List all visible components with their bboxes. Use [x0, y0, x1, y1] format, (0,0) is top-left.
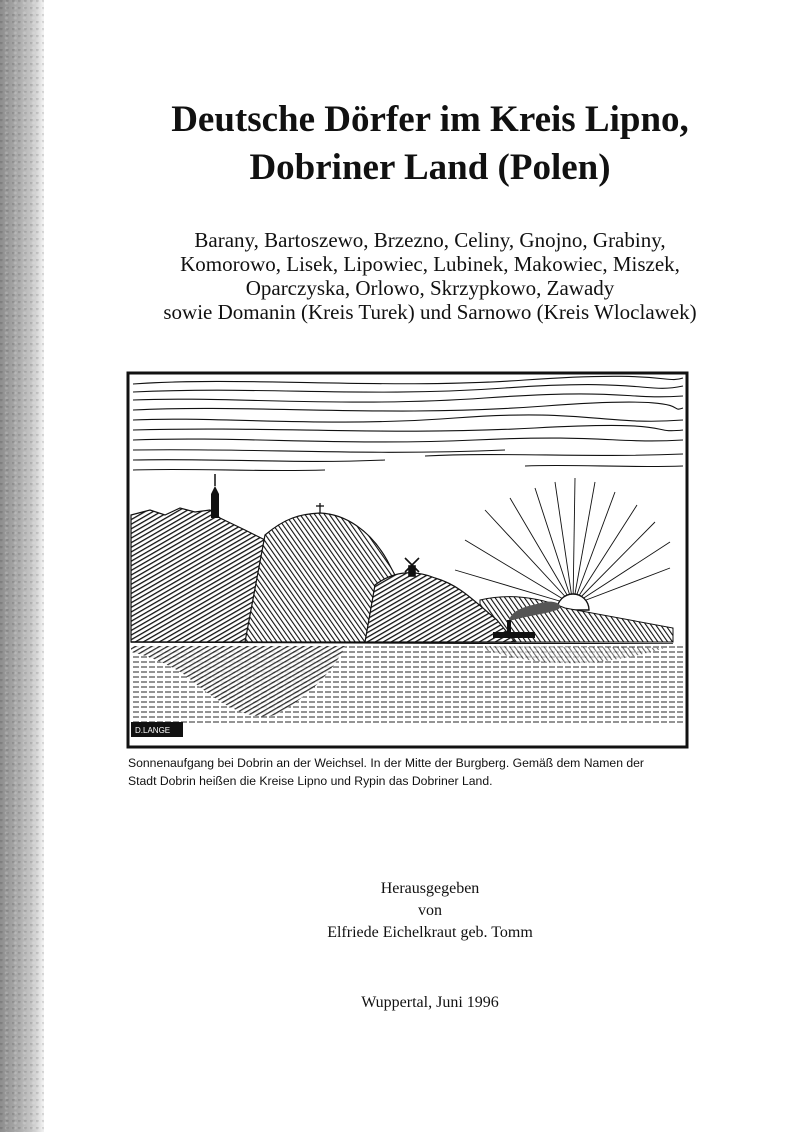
artist-signature: D.LANGE [135, 726, 171, 735]
scan-shadow-edge [0, 0, 44, 1132]
edited-label: Herausgegeben [380, 880, 480, 897]
village-line: sowie Domanin (Kreis Turek) und Sarnowo (Kreis Wloclawek) [163, 300, 697, 324]
caption-line: Sonnenaufgang bei Dobrin an der Weichsel. In der Mitte der Burgberg. Gemäß dem Namen der [128, 756, 644, 770]
page-title [60, 96, 800, 192]
title-line-2: Dobriner Land (Polen) [249, 147, 611, 188]
caption-line: Stadt Dobrin heißen die Kreise Lipno und Rypin das Dobriner Land. [128, 774, 493, 788]
image-caption [128, 754, 688, 790]
publisher-block [60, 878, 800, 944]
village-line: Barany, Bartoszewo, Brzezno, Celiny, Gnojno, Grabiny, [194, 228, 666, 252]
woodcut-illustration [125, 370, 690, 750]
place-date: Wuppertal, Juni 1996 [361, 994, 499, 1011]
sunrise-landscape-image [125, 370, 690, 750]
village-list [60, 228, 800, 324]
by-label: von [418, 902, 442, 919]
village-line: Komorowo, Lisek, Lipowiec, Lubinek, Makowiec, Miszek, [180, 252, 680, 276]
editor-name: Elfriede Eichelkraut geb. Tomm [327, 924, 533, 941]
village-line: Oparczyska, Orlowo, Skrzypkowo, Zawady [245, 276, 615, 300]
title-line-1: Deutsche Dörfer im Kreis Lipno, [171, 99, 689, 140]
